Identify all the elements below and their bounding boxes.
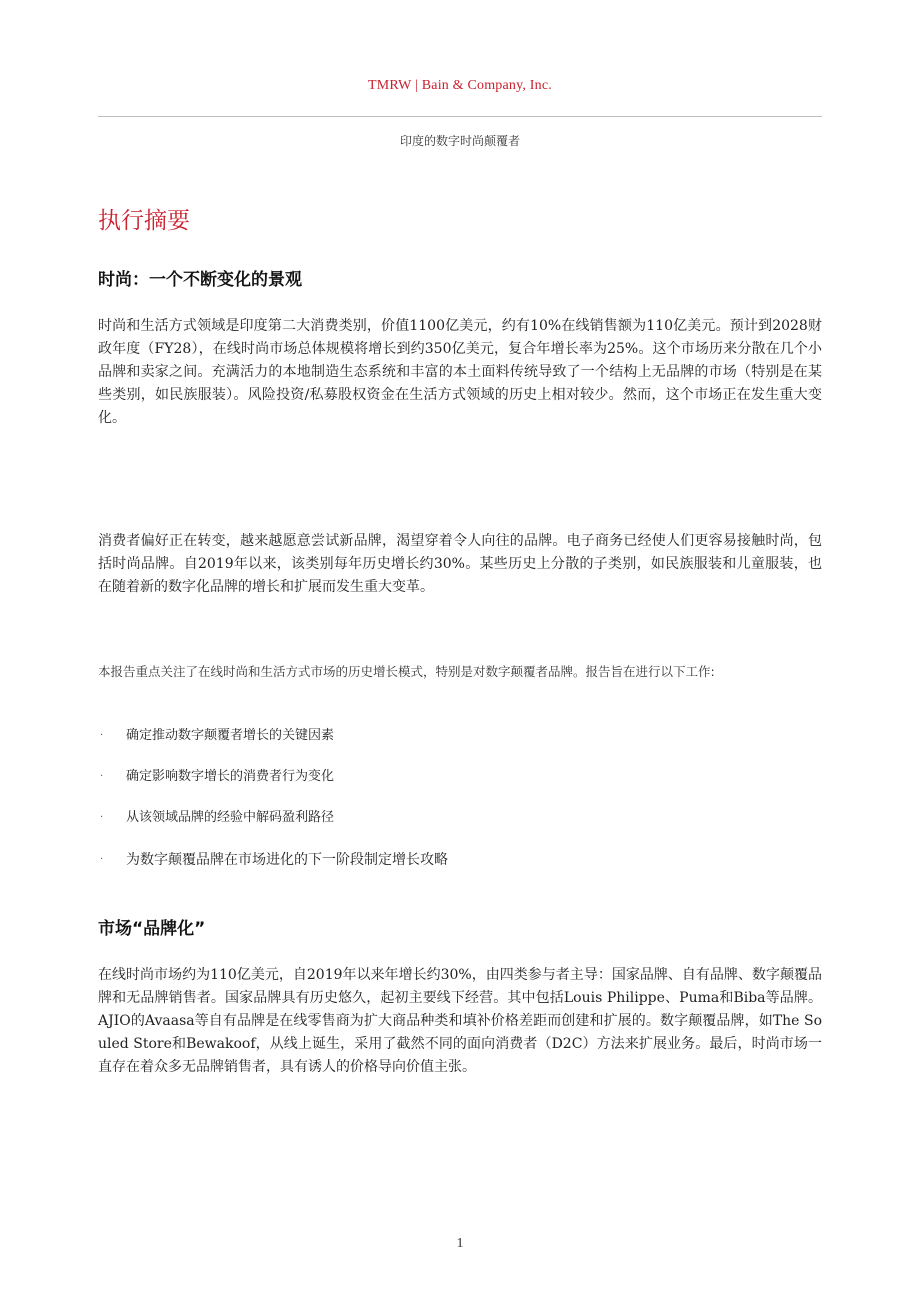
bullet-marker: · xyxy=(100,854,104,865)
paragraph-market-branding: 在线时尚市场约为110亿美元，自2019年以来年增长约30%，由四类参与者主导：国家品牌、自有品牌、数字颠覆品牌和无品牌销售者。国家品牌具有历史悠久，起初主要线下经营。其中包括Louis Philippe、Puma和Biba等品牌。AJIO的Avaasa等自有品牌是在线零售商为扩大商品种类和填补价格差距而创建和扩展的。数字颠覆品牌，如The Souled Store和Bewakoof，从线上诞生，采用了截然不同的面向消费者（D2C）方法来扩展业务。最后，时尚市场一直存在着众多无品牌销售者，具有诱人的价格导向价值主张。 xyxy=(98,967,822,1075)
list-item-text: 为数字颠覆品牌在市场进化的下一阶段制定增长攻略 xyxy=(126,852,448,868)
list-item-text: 确定推动数字颠覆者增长的关键因素 xyxy=(126,728,335,743)
header-brand: TMRW | Bain & Company, Inc. xyxy=(368,78,552,93)
list-item-text: 确定影响数字增长的消费者行为变化 xyxy=(126,769,335,784)
paragraph-report-focus: 本报告重点关注了在线时尚和生活方式市场的历史增长模式，特别是对数字颠覆者品牌。报告旨在进行以下工作: xyxy=(98,664,715,679)
header-divider xyxy=(98,116,822,117)
bullet-marker: · xyxy=(100,812,104,823)
header-subtitle: 印度的数字时尚颠覆者 xyxy=(399,134,520,148)
paragraph-market-overview: 时尚和生活方式领域是印度第二大消费类别，价值1100亿美元，约有10%在线销售额为110亿美元。预计到2028财政年度（FY28），在线时尚市场总体规模将增长到约350亿美元，复合年增长率为25%。这个市场历来分散在几个小品牌和卖家之间。充满活力的本地制造生态系统和丰富的本土面料传统导致了一个结构上无品牌的市场（特别是在某些类别，如民族服装）。风险投资/私募股权资金在生活方式领域的历史上相对较少。然而，这个市场正在发生重大变化。 xyxy=(98,318,822,426)
subsection-heading-fashion: 时尚：一个不断变化的景观 xyxy=(98,270,302,290)
page-number: 1 xyxy=(456,1236,464,1251)
bullet-marker: · xyxy=(100,771,104,782)
paragraph-consumer-preferences: 消费者偏好正在转变，越来越愿意尝试新品牌，渴望穿着令人向往的品牌。电子商务已经使人们更容易接触时尚，包括时尚品牌。自2019年以来，该类别每年历史增长约30%。某些历史上分散的子类别，如民族服装和儿童服装，也在随着新的数字化品牌的增长和扩展而发生重大变革。 xyxy=(98,533,822,595)
bullet-marker: · xyxy=(100,730,104,741)
section-title: 执行摘要 xyxy=(98,208,190,234)
list-item-text: 从该领域品牌的经验中解码盈利路径 xyxy=(126,810,335,825)
subsection-heading-branding: 市场“品牌化” xyxy=(98,919,206,939)
